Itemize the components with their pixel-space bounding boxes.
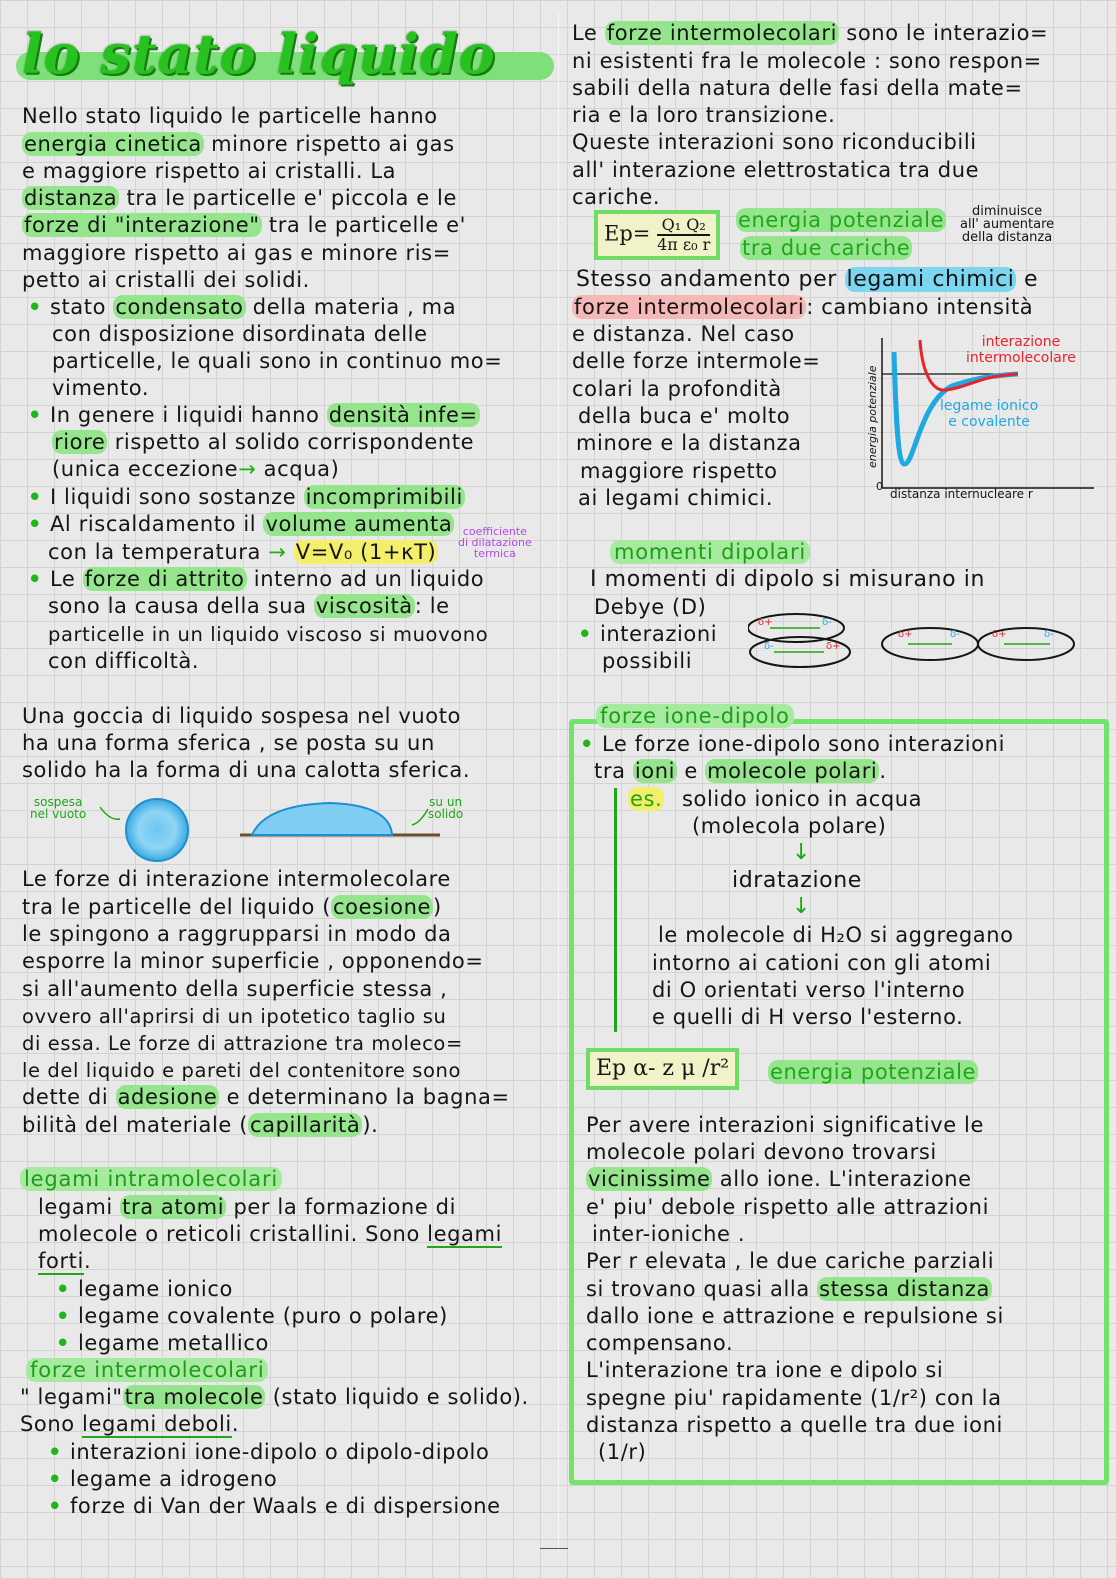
- trend-line: e distanza. Nel caso: [572, 322, 795, 346]
- trend-line: maggiore rispetto: [580, 459, 778, 483]
- bullet-line: particelle in un liquido viscoso si muovono: [48, 623, 489, 646]
- top-line: [572, 20, 1048, 47]
- drop-line: solido ha la forma di una calotta sferica.: [22, 758, 471, 782]
- underline-forti: forti: [38, 1249, 84, 1273]
- ep-label-line: [736, 207, 946, 234]
- dipole-line: Debye (D): [594, 595, 707, 619]
- intra-text: per la formazione di: [226, 1195, 457, 1219]
- cohesion-line: le del liquido e pareti del contenitore sono: [22, 1059, 462, 1082]
- column-divider: [558, 12, 559, 1552]
- highlight-incomprimibili: incomprimibili: [305, 485, 463, 509]
- top-line: ni esistenti fra le molecole : sono respon=: [572, 49, 1042, 73]
- delta-minus-label: δ-: [950, 629, 960, 640]
- inter-text: .: [231, 1412, 240, 1436]
- intro-line: [22, 212, 466, 239]
- dipole-text: interazioni: [599, 622, 718, 646]
- list-item: [56, 1303, 448, 1330]
- arrow-right-icon: →: [238, 457, 257, 481]
- bullet-viscosita: [28, 566, 484, 593]
- bullet-line: [48, 539, 438, 566]
- highlight-energia-cinetica: energia cinetica: [24, 132, 202, 156]
- intro-line: [22, 185, 457, 212]
- example-line: idratazione: [732, 868, 862, 893]
- top-line: Queste interazioni sono riconducibili: [572, 130, 977, 154]
- bullet-line: [52, 429, 474, 456]
- highlight-condensato: condensato: [115, 295, 244, 319]
- highlight-legami-chimici: legami chimici: [846, 267, 1015, 292]
- list-item-text: legame ionico: [77, 1277, 233, 1301]
- formula-numerator: Q₁ Q₂: [657, 216, 710, 236]
- dipole-line: I momenti di dipolo si misurano in: [590, 567, 986, 592]
- cohesion-line: si all'aumento della superficie stessa ,: [22, 977, 448, 1001]
- ion-line: [594, 758, 887, 785]
- page-title: lo stato liquido: [22, 16, 550, 92]
- ep-label-line: [740, 235, 912, 262]
- formula-dilatazione: V=V₀ (1+κT): [295, 540, 437, 564]
- heading-text: legami intramolecolari: [20, 1167, 282, 1191]
- bullet-text: Le: [49, 567, 83, 591]
- cohesion-text: bilità del materiale (: [22, 1113, 249, 1137]
- highlight-adesione: adesione: [117, 1085, 218, 1109]
- bullet-text: I liquidi sono sostanze: [49, 485, 304, 509]
- list-item-text: legame metallico: [77, 1331, 269, 1355]
- delta-minus-label: δ-: [1044, 629, 1054, 640]
- list-item-text: legame covalente (puro o polare): [77, 1304, 448, 1328]
- heading-text: forze ione-dipolo: [596, 704, 794, 728]
- cohesion-line: [22, 1112, 378, 1139]
- highlight-stessa-distanza: stessa distanza: [819, 1277, 991, 1301]
- delta-plus-label: δ+: [898, 629, 913, 640]
- dipole-interactions-diagram: [748, 612, 1088, 670]
- inter-line: [20, 1384, 529, 1411]
- trend-line: [572, 294, 1033, 321]
- ion-paragraph-line: (1/r): [598, 1440, 647, 1464]
- trend-text: e: [1016, 267, 1039, 292]
- ion-paragraph-line: compensano.: [586, 1331, 734, 1355]
- bullet-densita: [28, 402, 480, 429]
- graph-label-intermolecular: interazione intermolecolare: [966, 334, 1076, 366]
- graph-ylabel: energia potenziale: [866, 365, 879, 468]
- example-line: le molecole di H₂O si aggregano: [658, 923, 1014, 947]
- bullet-text: della materia , ma: [245, 295, 457, 319]
- droplet-illustration: [90, 795, 450, 865]
- note-diminuisce: diminuisce all' aumentare della distanza: [960, 204, 1055, 245]
- heading-forze-intermolecolari: [26, 1357, 268, 1384]
- list-item: [48, 1439, 489, 1466]
- cohesion-line: [22, 894, 442, 921]
- list-item-text: interazioni ione-dipolo o dipolo-dipolo: [69, 1440, 490, 1464]
- inter-text: (stato liquido e solido).: [265, 1385, 529, 1409]
- example-line: e quelli di H verso l'esterno.: [652, 1005, 964, 1029]
- highlight-tra-molecole: tra molecole: [124, 1385, 264, 1409]
- intro-line: petto ai cristalli dei solidi.: [22, 268, 310, 292]
- ion-paragraph-line: distanza rispetto a quelle tra due ioni: [586, 1413, 1003, 1437]
- example-line: (molecola polare): [692, 814, 887, 838]
- arrow-right-icon: →: [268, 540, 287, 564]
- formula-lhs: Ep=: [604, 221, 651, 246]
- list-item: [56, 1276, 233, 1303]
- formula-text: Ep α- z μ /r²: [596, 1056, 730, 1081]
- highlight-distanza: distanza: [24, 186, 118, 210]
- intro-text: minore rispetto ai gas: [203, 132, 455, 156]
- highlight-energia-potenziale: energia potenziale: [738, 208, 945, 232]
- trend-line: [576, 266, 1038, 293]
- bullet-text: Al riscaldamento il: [49, 512, 264, 536]
- bullet-incomprimibili: [28, 484, 465, 511]
- sphere-drop-icon: [126, 799, 188, 861]
- delta-plus-label: δ+: [826, 641, 841, 652]
- ion-paragraph-line: Per avere interazioni significative le: [586, 1113, 984, 1137]
- list-item: [56, 1330, 269, 1357]
- intro-line: [22, 131, 455, 158]
- ion-text: tra: [594, 759, 633, 783]
- intra-line: [38, 1194, 456, 1221]
- bullet-text: (unica eccezione: [52, 457, 239, 481]
- cohesion-text: dette di: [22, 1085, 116, 1109]
- cohesion-text: ).: [362, 1113, 379, 1137]
- bullet-text: stato: [49, 295, 114, 319]
- page-footer-mark: [540, 1548, 568, 1549]
- cohesion-text: tra le particelle del liquido (: [22, 895, 332, 919]
- top-line: sabili della natura delle fasi della mate=: [572, 76, 1023, 100]
- top-line: all' interazione elettrostatica tra due: [572, 158, 980, 182]
- trend-text: : cambiano intensità: [806, 295, 1034, 319]
- intra-text: molecole o reticoli cristallini. Sono: [38, 1222, 428, 1246]
- delta-minus-label: δ-: [822, 617, 832, 628]
- inter-text: Sono: [20, 1412, 83, 1436]
- ion-text: Le forze ione-dipolo sono interazioni: [601, 732, 1006, 756]
- top-line: cariche.: [572, 185, 661, 209]
- graph-label-ionic: legame ionico e covalente: [940, 398, 1039, 430]
- underline-legami: legami: [427, 1222, 503, 1246]
- ion-text: si trovano quasi alla: [586, 1277, 818, 1301]
- cohesion-line: [22, 1084, 510, 1111]
- list-item: [48, 1493, 501, 1520]
- delta-plus-label: δ+: [992, 629, 1007, 640]
- heading-legami-intramolecolari: [20, 1166, 282, 1193]
- heading-text: forze intermolecolari: [26, 1358, 268, 1382]
- highlight-ioni: ioni: [634, 759, 676, 783]
- intra-line: [38, 1221, 502, 1248]
- bullet-condensato: [28, 294, 456, 321]
- ion-paragraph-line: Per r elevata , le due cariche parziali: [586, 1249, 995, 1273]
- bullet-volume: [28, 511, 454, 538]
- cohesion-line: ovvero all'aprirsi di un ipotetico taglio su: [22, 1005, 447, 1028]
- highlight-energia-potenziale-2: energia potenziale: [770, 1060, 977, 1084]
- bullet-text: sono la causa della sua: [48, 594, 314, 618]
- highlight-forze-intermolecolari-pink: forze intermolecolari: [574, 295, 805, 319]
- example-line: solido ionico in acqua: [682, 787, 923, 811]
- example-bracket-line: [614, 788, 617, 1032]
- delta-minus-label: δ-: [764, 641, 774, 652]
- intra-line: [38, 1248, 91, 1275]
- delta-plus-label: δ+: [758, 617, 773, 628]
- bullet-text: con la temperatura: [48, 540, 269, 564]
- highlight-densita: densità infe=: [328, 403, 478, 427]
- example-label: [628, 786, 664, 813]
- formula-label: [768, 1059, 978, 1086]
- intra-text: .: [83, 1249, 92, 1273]
- bullet-text: acqua): [256, 457, 340, 481]
- ion-text: e: [677, 759, 706, 783]
- highlight-molecole-polari: molecole polari: [707, 759, 878, 783]
- cohesion-text: e determinano la bagna=: [219, 1085, 510, 1109]
- underline-legami-deboli: legami deboli: [82, 1412, 232, 1436]
- bullet-text: rispetto al solido corrispondente: [107, 430, 475, 454]
- dipole-line: [578, 621, 717, 648]
- coulomb-formula-box: [594, 210, 720, 260]
- bullet-text: : le: [414, 594, 450, 618]
- annotation-coefficiente: coefficiente di dilatazione termica: [458, 525, 532, 560]
- highlight-coesione: coesione: [333, 895, 431, 919]
- intro-line: Nello stato liquido le particelle hanno: [22, 104, 438, 128]
- trend-line: della buca e' molto: [578, 404, 791, 428]
- highlight-capillarita: capillarità: [250, 1113, 361, 1137]
- bullet-line: vimento.: [52, 376, 150, 400]
- bullet-line: con difficoltà.: [48, 649, 200, 673]
- highlight-forze-attrito: forze di attrito: [84, 567, 245, 591]
- top-text: sono le interazio=: [839, 21, 1049, 45]
- bullet-line: particelle, le quali sono in continuo mo=: [52, 349, 503, 373]
- trend-line: delle forze intermole=: [572, 349, 821, 373]
- arrow-down-icon: ↓: [792, 894, 811, 919]
- heading-text: momenti dipolari: [610, 540, 810, 564]
- highlight-riore: riore: [54, 430, 106, 454]
- highlight-viscosita: viscosità: [315, 594, 413, 618]
- example-line: intorno ai cationi con gli atomi: [652, 951, 992, 975]
- ion-text: allo ione. L'interazione: [712, 1167, 972, 1191]
- dipole-line: possibili: [602, 649, 693, 673]
- list-item-text: forze di Van der Waals e di dispersione: [69, 1494, 501, 1518]
- graph-xlabel: distanza internucleare r: [890, 487, 1033, 501]
- highlight-forze-intermolecolari: forze intermolecolari: [606, 21, 838, 45]
- top-text: Le: [572, 21, 605, 45]
- ion-dipole-formula-box: [586, 1048, 739, 1090]
- drop-line: Una goccia di liquido sospesa nel vuoto: [22, 704, 461, 728]
- ion-paragraph-line: spegne piu' rapidamente (1/r²) con la: [586, 1386, 1002, 1410]
- intra-text: legami: [38, 1195, 121, 1219]
- ion-paragraph-line: [586, 1166, 972, 1193]
- ion-line: [580, 731, 1005, 758]
- bullet-line: con disposizione disordinata delle: [52, 322, 428, 346]
- spherical-cap-drop-icon: [252, 803, 392, 835]
- list-item-text: legame a idrogeno: [69, 1467, 278, 1491]
- bullet-line: [48, 593, 450, 620]
- ion-paragraph-line: e' piu' debole rispetto alle attrazioni: [586, 1195, 990, 1219]
- trend-line: colari la profondità: [572, 377, 782, 401]
- bullet-line: [52, 456, 339, 483]
- bullet-text: interno ad un liquido: [246, 567, 485, 591]
- cohesion-line: le spingono a raggrupparsi in modo da: [22, 922, 452, 946]
- formula-denominator: 4π ε₀ r: [657, 235, 711, 254]
- top-line: ria e la loro transizione.: [572, 103, 836, 127]
- inter-text: " legami": [20, 1385, 123, 1409]
- ion-paragraph-line: molecole polari devono trovarsi: [586, 1140, 937, 1164]
- ion-paragraph-line: L'interazione tra ione e dipolo si: [586, 1358, 944, 1382]
- label-sospesa: sospesa nel vuoto: [30, 795, 87, 821]
- highlight-vicinissime: vicinissime: [588, 1167, 711, 1191]
- trend-text: Stesso andamento per: [576, 267, 845, 292]
- label-su-un-solido: su un solido: [428, 795, 464, 821]
- ion-paragraph-line: dallo ione e attrazione e repulsione si: [586, 1304, 1004, 1328]
- ion-text: .: [879, 759, 887, 783]
- trend-line: ai legami chimici.: [578, 486, 774, 510]
- cohesion-line: Le forze di interazione intermolecolare: [22, 867, 451, 891]
- list-item: [48, 1466, 277, 1493]
- intro-line: maggiore rispetto ai gas e minore ris=: [22, 241, 451, 265]
- arrow-down-icon: ↓: [792, 840, 811, 865]
- intro-text: tra le particelle e' piccola e le: [119, 186, 457, 210]
- cohesion-text: ): [433, 895, 442, 919]
- heading-forze-ione-dipolo: [596, 703, 794, 730]
- inter-line: [20, 1411, 239, 1438]
- highlight-es: es.: [630, 787, 663, 811]
- ion-paragraph-line: [586, 1276, 992, 1303]
- highlight-tra-atomi: tra atomi: [122, 1195, 225, 1219]
- graph-origin-label: 0: [876, 480, 883, 493]
- intro-text: tra le particelle e': [261, 213, 467, 237]
- formula-fraction: [657, 216, 710, 254]
- heading-momenti-dipolari: [610, 539, 810, 566]
- drop-line: ha una forma sferica , se posta su un: [22, 731, 435, 755]
- example-line: di O orientati verso l'interno: [652, 978, 966, 1002]
- highlight-volume-aumenta: volume aumenta: [265, 512, 453, 536]
- bullet-text: In genere i liquidi hanno: [49, 403, 327, 427]
- cohesion-line: di essa. Le forze di attrazione tra moleco=: [22, 1032, 463, 1055]
- ion-paragraph-line: inter-ioniche .: [592, 1222, 746, 1246]
- trend-line: minore e la distanza: [576, 431, 802, 455]
- intro-line: e maggiore rispetto ai cristalli. La: [22, 159, 397, 183]
- highlight-forze-interazione: forze di "interazione": [24, 213, 260, 237]
- highlight-tra-due-cariche: tra due cariche: [742, 236, 911, 260]
- cohesion-line: esporre la minor superficie , opponendo=: [22, 949, 484, 973]
